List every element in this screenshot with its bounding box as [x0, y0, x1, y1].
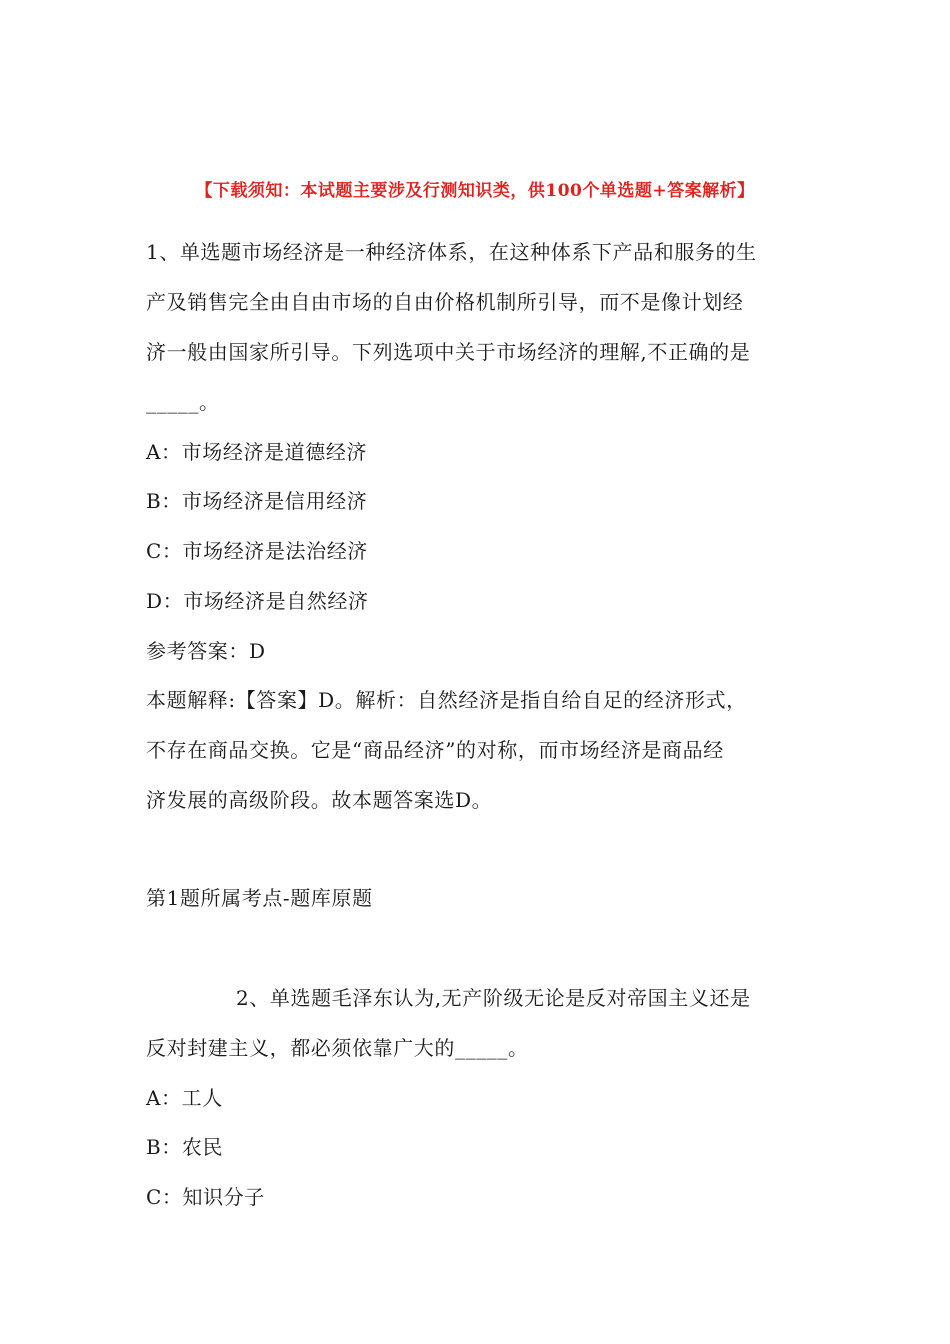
q1-option-c: C：市场经济是法治经济: [146, 539, 368, 563]
q2-stem-line-2: 反对封建主义，都必须依靠广大的_____。: [146, 1036, 529, 1060]
q2-option-b: B：农民: [146, 1135, 224, 1159]
q1-option-d: D：市场经济是自然经济: [146, 589, 369, 613]
q2-option-c: C：知识分子: [146, 1185, 265, 1209]
download-notice: 【下载须知：本试题主要涉及行测知识类，供100个单选题+答案解析】: [195, 181, 755, 201]
q1-stem-line-4: _____。: [146, 390, 220, 414]
q1-option-a: A：市场经济是道德经济: [146, 440, 368, 464]
q1-explanation-line-3: 济发展的高级阶段。故本题答案选D。: [146, 788, 493, 812]
q1-stem-line-2: 产及销售完全由自由市场的自由价格机制所引导，而不是像计划经: [146, 290, 744, 314]
q1-stem-line-3: 济一般由国家所引导。下列选项中关于市场经济的理解,不正确的是: [146, 340, 751, 364]
q1-stem-line-1: 1、单选题市场经济是一种经济体系，在这种体系下产品和服务的生: [146, 240, 757, 264]
q1-knowledge-point: 第1题所属考点-题库原题: [146, 886, 373, 910]
q2-option-a: A：工人: [146, 1086, 223, 1110]
q1-option-b: B：市场经济是信用经济: [146, 489, 368, 513]
q1-explanation-line-1: 本题解释:【答案】D。解析：自然经济是指自给自足的经济形式，: [146, 688, 747, 712]
q2-stem-line-1: 2、单选题毛泽东认为,无产阶级无论是反对帝国主义还是: [236, 986, 751, 1010]
q1-answer: 参考答案：D: [146, 639, 266, 663]
q1-explanation-line-2: 不存在商品交换。它是“商品经济”的对称，而市场经济是商品经: [146, 738, 724, 762]
